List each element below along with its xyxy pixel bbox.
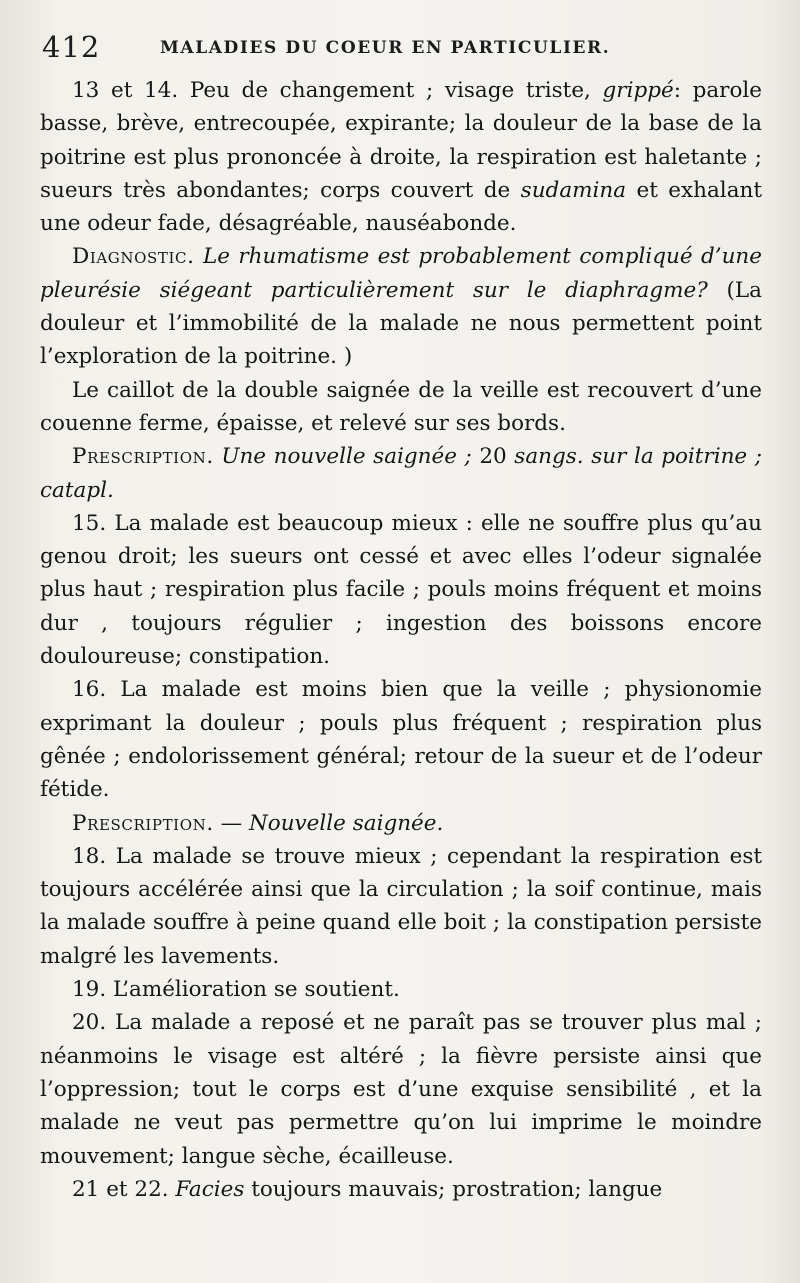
paragraph-prescription-2 (40, 807, 762, 840)
paragraph-caillot (40, 374, 762, 441)
paragraph-text: : parole basse, brève, entrecoupée, expirante; la douleur de la base de la poitrine est plus prononcée à droite, la respiration est haletante ; sueurs très abondantes; corps couvert de (40, 78, 762, 203)
paragraph-20 (40, 1006, 762, 1172)
paragraph-18 (40, 840, 762, 973)
paragraph-prescription-1 (40, 440, 762, 507)
entry-day: 18. (72, 843, 107, 869)
italic-text: Le rhumatisme est probablement compliqué d’une pleurésie siégeant particulièrement sur le diaphragme? (40, 244, 762, 303)
entry-day: 15. (72, 510, 107, 536)
paragraph-text: La malade est moins bien que la veille ; physionomie exprimant la douleur ; pouls plus fréquent ; respiration plus gênée ; endolorissement général; retour de la sueur et de l’odeur fétide. (40, 677, 762, 803)
paragraph-diagnostic (40, 240, 762, 373)
paragraph-text: Le caillot de la double saignée de la veille est recouvert d’une couenne ferme, épaisse, et relevé sur ses bords. (40, 377, 762, 436)
paragraph-text: Peu de changement ; visage triste, (178, 78, 603, 103)
italic-term: grippé (602, 78, 674, 103)
entry-day: 21 et 22. (72, 1176, 169, 1202)
italic-text: Une nouvelle saignée ; (213, 444, 472, 470)
paragraph-text: La malade a reposé et ne paraît pas se trouver plus mal ; néanmoins le visage est altéré ; la fièvre persiste ainsi que l’oppression; tout le corps est d’une exquise sensibilité , et la malade ne veut pas permettre qu’on lui imprime le moindre mouvement; langue sèche, écailleuse. (40, 1010, 762, 1169)
paragraph-15 (40, 507, 762, 673)
paragraph-text: toujours mauvais; prostration; langue (244, 1176, 663, 1202)
paragraph-text: et exhalant une odeur fade, désagréable, nauséabonde. (40, 177, 762, 237)
italic-term: Facies (168, 1176, 245, 1202)
italic-text: sangs. sur la poitrine ; catapl. (40, 444, 762, 503)
paragraph-13-14 (40, 74, 762, 240)
italic-term: sudamina (520, 177, 627, 203)
entry-day: 19. (72, 977, 107, 1003)
entry-day: 16. (72, 677, 107, 703)
paragraph-16 (40, 673, 762, 806)
paragraph-text: (La douleur et l’immobilité de la malade ne nous permettent point l’exploration de la poitrine. ) (40, 277, 762, 370)
paragraph-text: L’amélioration se soutient. (106, 977, 400, 1003)
running-head: MALADIES DU COEUR EN PARTICULIER. (160, 38, 611, 58)
paragraph-text: La malade est beaucoup mieux : elle ne souffre plus qu’au genou droit; les sueurs ont cessé et avec elles l’odeur signalée plus haut ; respiration plus facile ; pouls moins fréquent et moins dur , toujours régulier ; ingestion des boissons encore douloureuse; constipation. (40, 510, 762, 670)
section-label: Prescription. (72, 444, 214, 470)
paragraph-21-22 (40, 1173, 762, 1206)
paragraph-text: 20 (471, 444, 507, 470)
page-header (42, 30, 762, 74)
section-label: Diagnostic. (72, 244, 195, 270)
entry-day: 13 et 14. (72, 78, 179, 103)
paragraph-19 (40, 973, 762, 1006)
entry-day: 20. (72, 1010, 107, 1036)
page-number: 412 (42, 30, 101, 64)
page-body (40, 74, 762, 1206)
dash: — (213, 810, 249, 836)
paragraph-text: La malade se trouve mieux ; cependant la respiration est toujours accélérée ainsi que la circulation ; la soif continue, mais la malade souffre à peine quand elle boit ; la constipation persiste malgré les lavements. (40, 843, 762, 969)
section-label: Prescription. (72, 810, 214, 836)
italic-text: Nouvelle saignée. (248, 810, 444, 836)
